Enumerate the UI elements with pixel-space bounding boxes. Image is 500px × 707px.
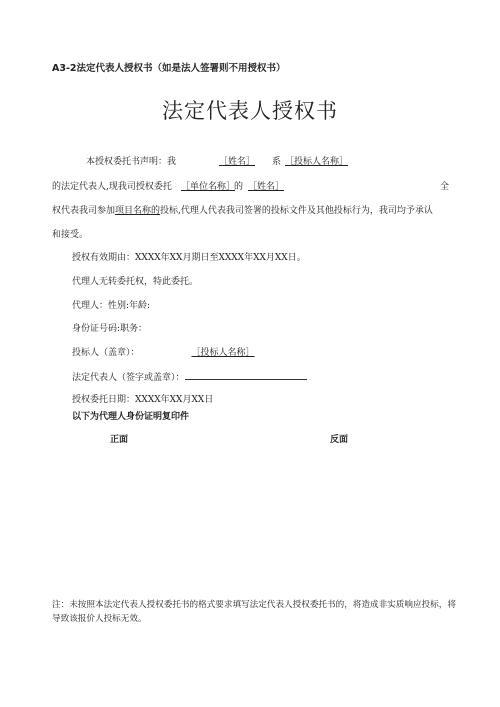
footnote: 注：未按照本法定代表人授权委托书的格式要求填写法定代表人授权委托书的，将造成非实质响应投标，将导致该报价人投标无效。 (52, 600, 456, 624)
document-title: 法定代表人授权书 (162, 99, 338, 123)
statement-line2-end: 全 (440, 182, 450, 192)
line3-rest: 投标,代理人代表我司签署的投标文件及其他投标行为，我司均予承认 (160, 206, 433, 216)
agent-info: 代理人：性别:年龄: (72, 301, 151, 311)
name-field: ［姓名］ (219, 157, 256, 167)
bidder-seal-label: 投标人（盖章）： (72, 348, 140, 358)
statement-line2: 的法定代表人,现我司授权委托 (52, 182, 172, 192)
legal-rep-sign-line (72, 369, 307, 383)
id-back-label: 反面 (330, 435, 349, 445)
section-header: A3-2法定代表人授权书（如是法人签署则不用授权书） (52, 63, 286, 74)
statement-line4: 和接受。 (52, 230, 89, 240)
bidder-seal-line (72, 345, 330, 358)
id-number-line: 身份证号码:职务： (72, 324, 148, 334)
legal-rep-sign-label: 法定代表人（签字或盖章）： (72, 373, 185, 383)
legal-rep-sign-blank (185, 369, 307, 380)
bidder-name-field: ［投标人名称］ (285, 157, 349, 167)
statement-line3 (52, 203, 433, 216)
id-front-label: 正面 (110, 435, 129, 445)
line3-prefix: 权代表我司参加 (52, 206, 116, 216)
agent-name-field: ［姓名］ (248, 182, 285, 192)
statement-prefix: 本授权委托书声明：我 (86, 157, 177, 167)
project-name-field: 项目名称的 (115, 206, 161, 216)
validity-period: 授权有效期由：XXXX年XX月期日至XXXX年XX月XX日。 (72, 253, 306, 263)
bidder-seal-field (140, 345, 330, 358)
id-copy-heading: 以下为代理人身份证明复印件 (72, 412, 190, 422)
bidder-seal-value: ［投标人名称］ (191, 348, 255, 358)
statement-de: 的 (234, 182, 244, 192)
authorization-date: 授权委托日期：XXXX年XX月XX日 (72, 395, 214, 405)
unit-name-field: ［单位名称］ (181, 182, 236, 192)
no-transfer-clause: 代理人无转委托权，特此委托。 (72, 277, 199, 287)
statement-connector: 系 (272, 157, 282, 167)
